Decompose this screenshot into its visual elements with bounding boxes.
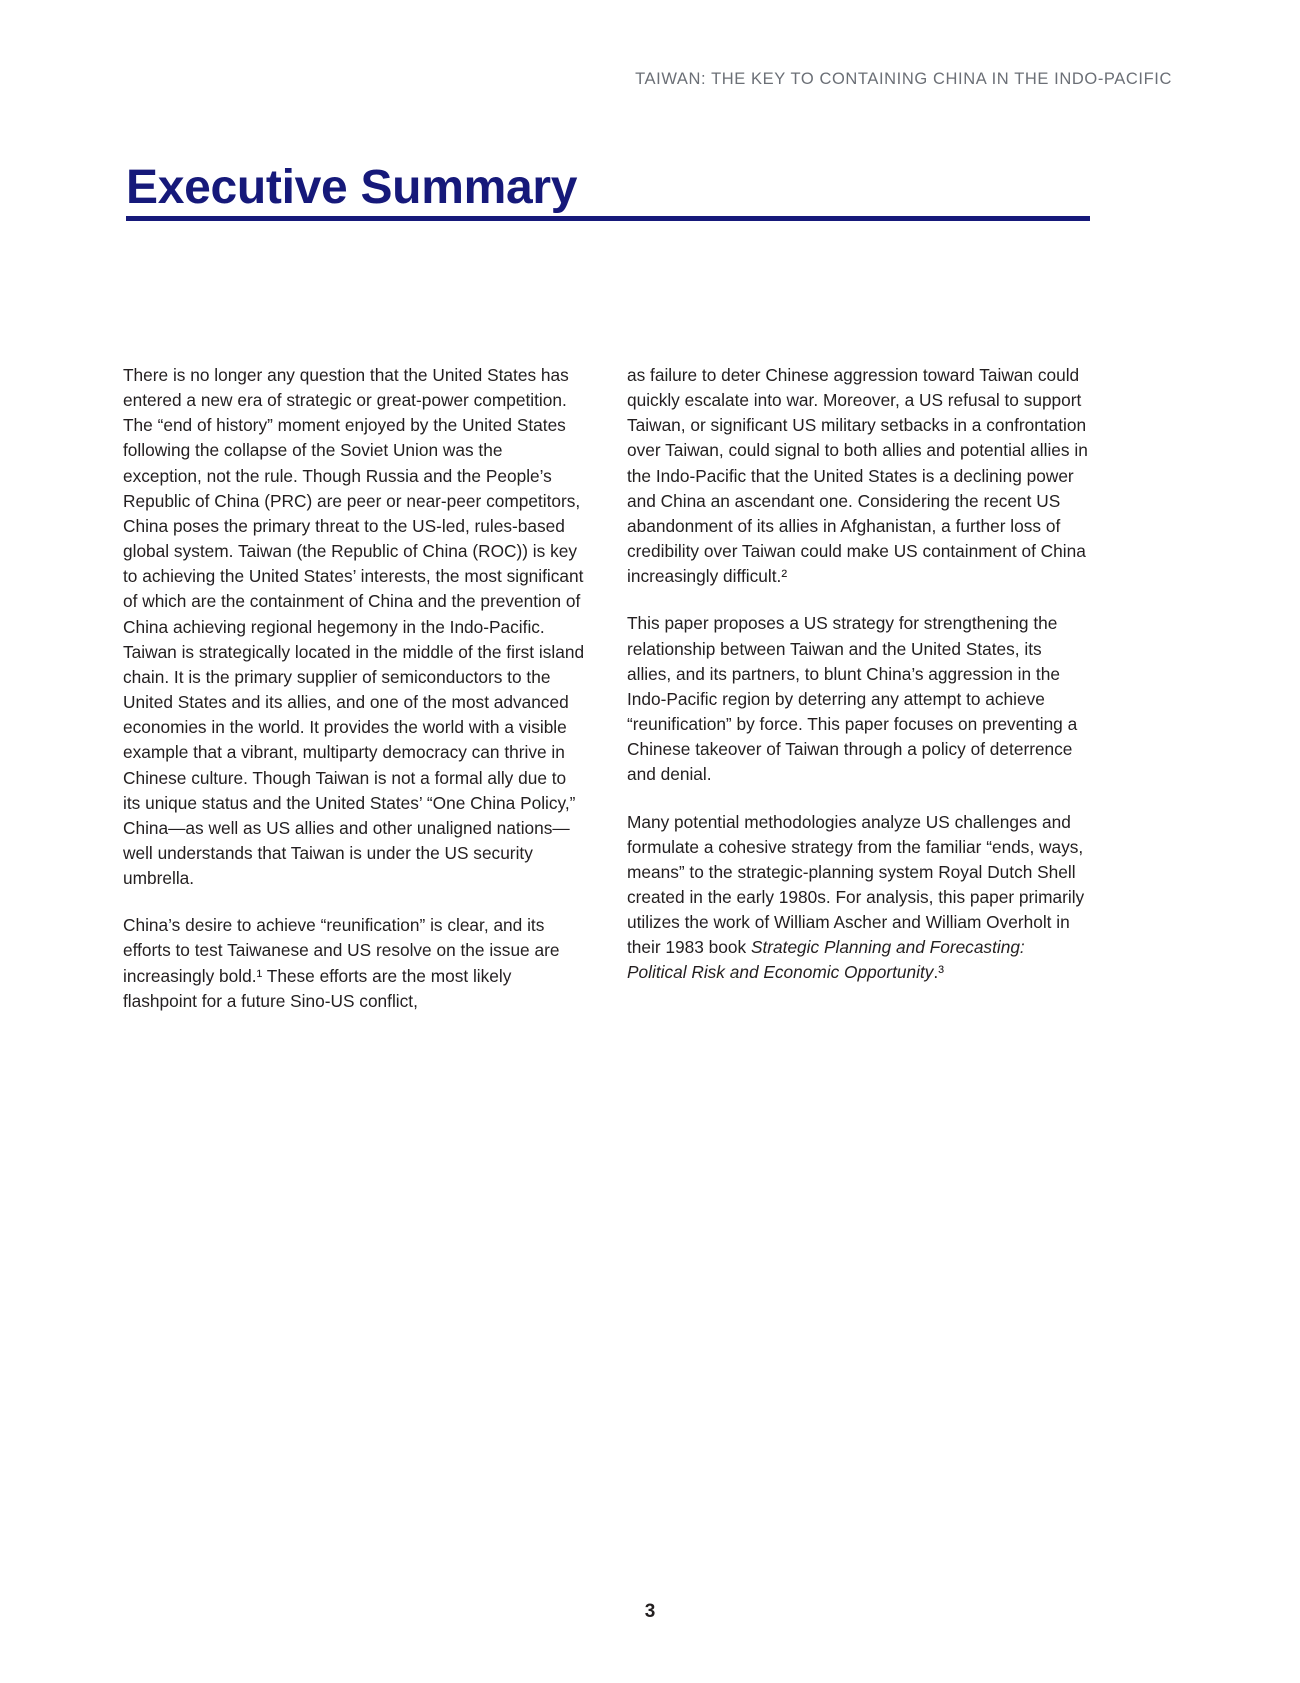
page-number: 3 xyxy=(644,1601,656,1622)
paragraph-text: Many potential methodologies analyze US challenges and formulate a cohesive strategy from the familiar “ends, ways, means” to the strategic-planning system Royal Dutch Shell created in the early 1980s. For analysis, this paper primarily utilizes the work of William Ascher and William Overholt in their 1983 book xyxy=(627,811,1085,958)
page-title: Executive Summary xyxy=(126,161,578,215)
body-columns xyxy=(123,363,1089,1014)
left-column xyxy=(123,363,585,1014)
paragraph-with-citation xyxy=(627,810,1089,986)
paragraph: China’s desire to achieve “reunification” is clear, and its efforts to test Taiwanese and US resolve on the issue are increasingly bold.¹ These efforts are the most likely flashpoint for a future Sino-US conflict, xyxy=(123,915,560,1011)
book-title: Strategic Planning and Forecasting: Political Risk and Economic Opportunity xyxy=(627,937,1025,983)
right-column xyxy=(627,363,1089,1014)
running-head: TAIWAN: THE KEY TO CONTAINING CHINA IN THE INDO-PACIFIC xyxy=(635,70,1172,88)
paragraph: as failure to deter Chinese aggression toward Taiwan could quickly escalate into war. Moreover, a US refusal to support Taiwan, or significant US military setbacks in a confrontation over Taiwan, could signal to both allies and potential allies in the Indo-Pacific that the United States is a declining power and China an ascendant one. Considering the recent US abandonment of its allies in Afghanistan, a further loss of credibility over Taiwan could make US containment of China increasingly difficult.² xyxy=(627,365,1088,587)
paragraph: There is no longer any question that the United States has entered a new era of strategic or great-power competition. The “end of history” moment enjoyed by the United States following the collapse of the Soviet Union was the exception, not the rule. Though Russia and the People’s Republic of China (PRC) are peer or near-peer competitors, China poses the primary threat to the US-led, rules-based global system. Taiwan (the Republic of China (ROC)) is key to achieving the United States’ interests, the most significant of which are the containment of China and the prevention of China achieving regional hegemony in the Indo-Pacific. Taiwan is strategically located in the middle of the first island chain. It is the primary supplier of semiconductors to the United States and its allies, and one of the most advanced economies in the world. It provides the world with a visible example that a vibrant, multiparty democracy can thrive in Chinese culture. Though Taiwan is not a formal ally due to its unique status and the United States’ “One China Policy,” China—as well as US allies and other unaligned nations—well understands that Taiwan is under the US security umbrella. xyxy=(123,365,585,889)
title-divider xyxy=(126,216,1090,221)
citation-tail: .³ xyxy=(933,962,944,983)
paragraph: This paper proposes a US strategy for strengthening the relationship between Taiwan and the United States, its allies, and its partners, to blunt China’s aggression in the Indo-Pacific region by deterring any attempt to achieve “reunification” by force. This paper focuses on preventing a Chinese takeover of Taiwan through a policy of deterrence and denial. xyxy=(627,613,1078,785)
